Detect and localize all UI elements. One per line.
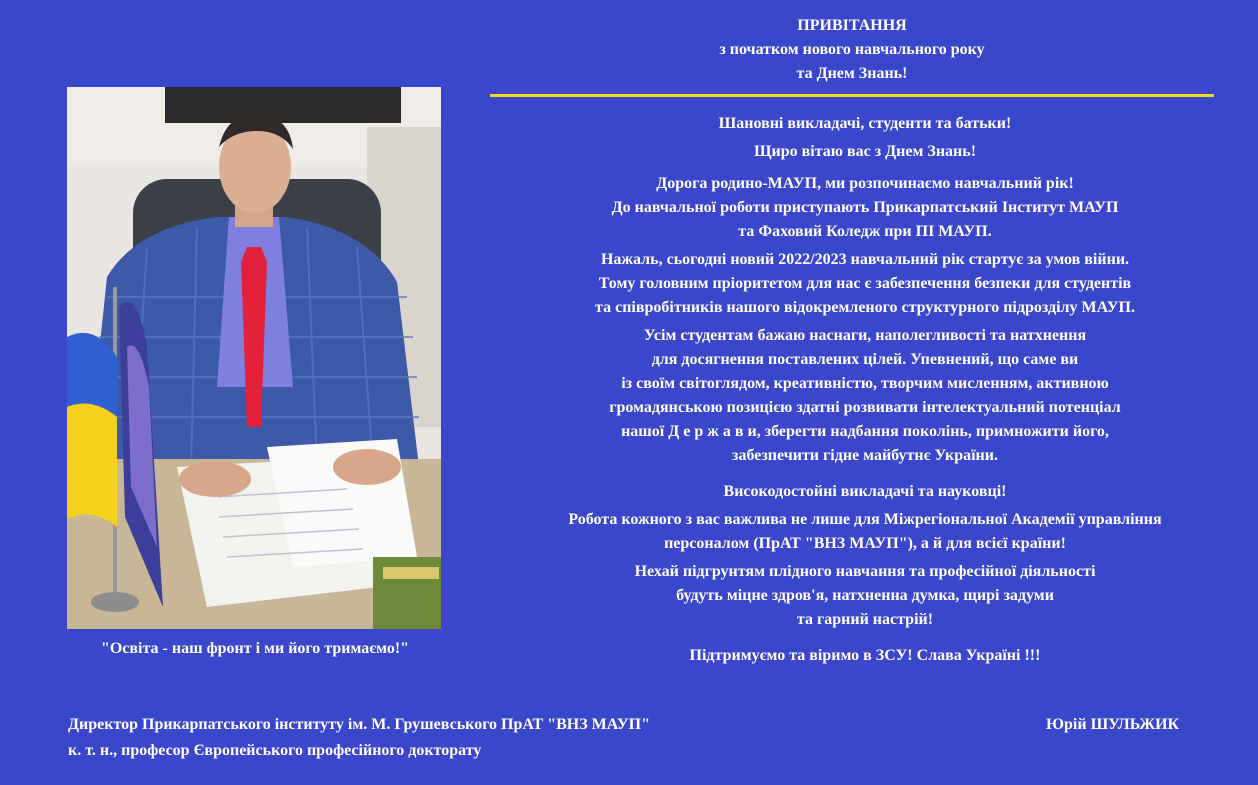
paragraph-3-line-2: До навчальної роботи приступають Прикарпатський Інститут МАУП: [611, 199, 1119, 216]
paragraph-4-line-2: Тому головним пріоритетом для нас є забезпечення безпеки для студентів: [598, 275, 1132, 292]
yellow-divider: [490, 94, 1214, 97]
paragraph-3-line-3: та Фаховий Коледж при ПІ МАУП.: [738, 223, 992, 240]
greeting-header: [490, 14, 1214, 86]
paragraph-5-line-6: забезпечити гідне майбутнє України.: [732, 447, 998, 464]
address-scholars: Високодостойні викладачі та науковці!: [723, 483, 1007, 500]
paragraph-5-line-3: із своїм світоглядом, креативністю, творчим мисленням, активною: [621, 375, 1109, 392]
paragraph-5-line-4: громадянською позицією здатні розвивати інтелектуальний потенціал: [609, 399, 1121, 416]
greeting-subtitle-line-1: з початком нового навчального року: [719, 41, 985, 58]
portrait-photo-icon: [67, 87, 441, 629]
paragraph-5-line-5: нашої Д е р ж а в и, зберегти надбання поколінь, примножити його,: [621, 423, 1109, 440]
paragraph-3-line-1: Дорога родино-МАУП, ми розпочинаємо навчальний рік!: [656, 175, 1074, 192]
support-armed-forces: Підтримуємо та віримо в ЗСУ! Слава Україні !!!: [689, 647, 1041, 664]
paragraph-8-line-2: будуть міцне здров'я, натхненна думка, щирі задуми: [676, 587, 1054, 604]
paragraph-5-line-1: Усім студентам бажаю наснаги, наполегливості та натхнення: [643, 327, 1087, 344]
signatory-name: Юрій ШУЛЬЖИК: [1046, 716, 1180, 733]
paragraph-4-line-1: Нажаль, сьогодні новий 2022/2023 навчальний рік стартує за умов війни.: [600, 251, 1130, 268]
greeting-title: ПРИВІТАННЯ: [797, 17, 907, 34]
knowledge-day-greeting: Щиро вітаю вас з Днем Знань!: [753, 143, 977, 160]
paragraph-4-line-3: та співробітників нашого відокремленого структурного підрозділу МАУП.: [595, 299, 1135, 316]
motto-quote: "Освіта - наш фронт і ми його тримаємо!": [100, 640, 410, 657]
paragraph-7-line-2: персоналом (ПрАТ "ВНЗ МАУП"), а й для всієї країни!: [664, 535, 1066, 552]
address-teachers-students-parents: Шановні викладачі, студенти та батьки!: [718, 115, 1012, 132]
paragraph-8-line-1: Нехай підгрунтям плідного навчання та професійної діяльності: [634, 563, 1096, 580]
paragraph-7-line-1: Робота кожного з вас важлива не лише для Міжрегіональної Академії управління: [568, 511, 1162, 528]
paragraph-8-line-3: та гарний настрій!: [796, 611, 934, 628]
greeting-body: [470, 112, 1258, 668]
signatory-title: [68, 712, 650, 764]
director-portrait-photo: [67, 87, 441, 629]
paragraph-5-line-2: для досягнення поставлених цілей. Упевнений, що саме ви: [651, 351, 1079, 368]
signatory-degree: к. т. н., професор Європейського професійного докторату: [68, 742, 482, 759]
greeting-subtitle-line-2: та Днем Знань!: [796, 65, 908, 82]
signatory-position: Директор Прикарпатського інституту ім. М. Грушевського ПрАТ "ВНЗ МАУП": [68, 716, 650, 733]
